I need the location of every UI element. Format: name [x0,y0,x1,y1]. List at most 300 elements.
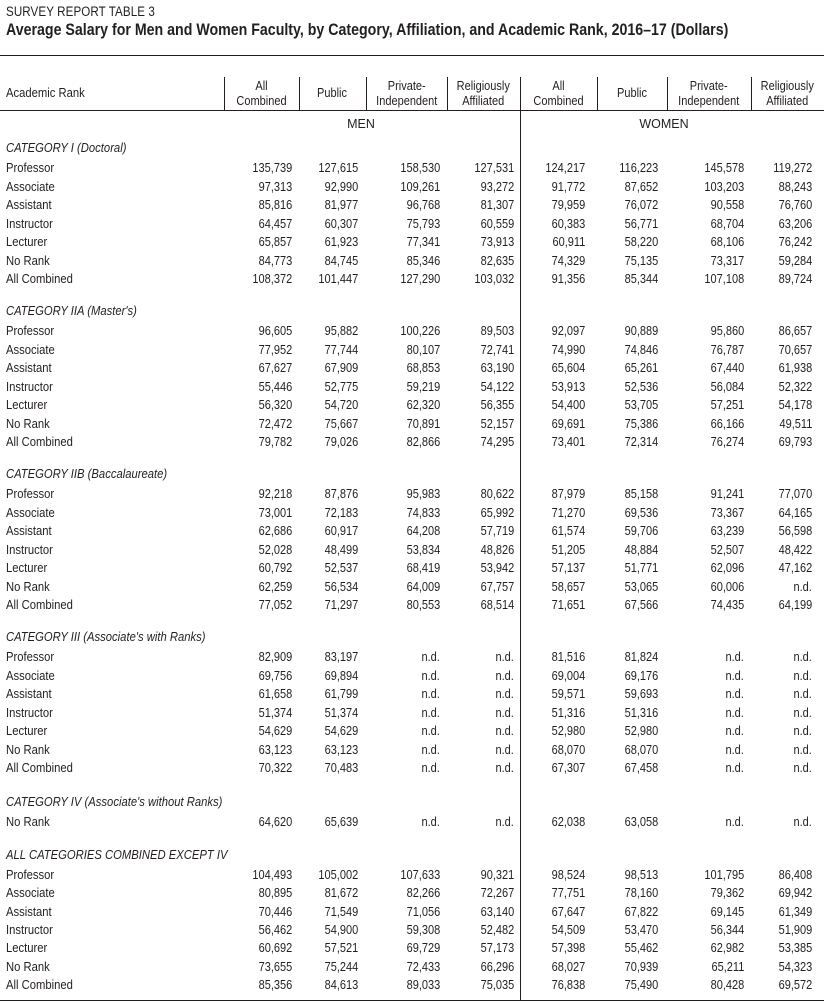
table-row [0,235,824,253]
salary-cell: 52,322 [778,379,812,394]
salary-cell: 59,693 [624,687,658,701]
salary-cell: 69,004 [551,668,585,683]
rank-label: Assistant [6,687,52,701]
salary-cell: 51,316 [551,705,585,720]
rank-label: All Combined [6,977,73,992]
salary-cell: 63,123 [258,742,292,757]
salary-cell: 109,261 [400,179,440,194]
rank-label: All Combined [6,761,73,775]
salary-cell: 73,913 [480,235,514,249]
salary-cell: 62,982 [710,941,744,956]
salary-cell: n.d. [495,815,514,829]
salary-cell: 55,446 [258,379,292,394]
salary-cell: 58,657 [551,579,585,594]
salary-cell: 80,895 [258,886,292,901]
salary-cell: 61,923 [324,235,358,249]
salary-cell: 145,578 [704,161,744,175]
table-row [0,761,824,779]
salary-cell: 88,243 [778,179,812,194]
rank-label: Professor [6,324,55,338]
top-rule [0,55,824,56]
salary-cell: n.d. [725,815,744,829]
table-kicker: SURVEY REPORT TABLE 3 [6,4,155,19]
salary-cell: 59,284 [778,253,812,268]
salary-cell: 67,627 [258,361,292,375]
table-row [0,598,824,616]
salary-cell: 54,900 [324,922,358,937]
salary-cell: 57,173 [480,941,514,956]
salary-cell: n.d. [421,687,440,701]
salary-cell: 72,433 [406,959,440,974]
salary-cell: 76,072 [624,198,658,212]
salary-cell: 69,793 [778,435,812,449]
salary-cell: 78,160 [624,886,658,901]
salary-cell: 124,217 [545,161,585,175]
rank-label: Assistant [6,904,52,919]
salary-cell: 80,553 [406,598,440,612]
salary-cell: 75,035 [480,977,514,992]
rank-label: No Rank [6,416,50,431]
rank-label: Professor [6,487,55,501]
salary-cell: 90,889 [624,324,658,338]
salary-cell: 76,760 [778,198,812,212]
women-group-label: WOMEN [639,117,689,131]
category-title: CATEGORY IIA (Master's) [6,304,137,318]
salary-cell: 68,106 [710,235,744,249]
table-row [0,254,824,272]
salary-cell: n.d. [421,742,440,757]
salary-cell: 68,514 [480,598,514,612]
salary-cell: 73,367 [710,505,744,520]
salary-cell: 77,341 [406,235,440,249]
salary-cell: 56,084 [710,379,744,394]
salary-cell: 90,558 [710,198,744,212]
salary-cell: 65,992 [480,505,514,520]
salary-cell: 56,771 [624,216,658,231]
salary-cell: n.d. [725,668,744,683]
salary-cell: n.d. [495,761,514,775]
salary-cell: 67,566 [624,598,658,612]
salary-cell: 53,913 [551,379,585,394]
table-row [0,687,824,705]
salary-cell: 69,145 [710,904,744,919]
salary-cell: 87,979 [551,487,585,501]
salary-cell: 82,635 [480,253,514,268]
column-header-men-4: Religiously Affiliated [456,78,511,108]
salary-cell: 74,846 [624,342,658,357]
salary-cell: 66,166 [710,416,744,431]
salary-cell: 51,316 [624,705,658,720]
rank-label: No Rank [6,742,50,757]
rank-label: Associate [6,342,55,357]
salary-cell: 60,911 [552,235,585,249]
salary-cell: 47,162 [778,561,812,575]
column-header-women-1: All Combined [533,78,584,108]
salary-cell: 81,516 [551,650,585,664]
salary-cell: n.d. [725,650,744,664]
salary-cell: 60,917 [324,524,358,538]
salary-cell: 86,408 [778,868,812,882]
salary-cell: 116,223 [619,161,658,175]
salary-cell: 52,536 [624,379,658,394]
salary-cell: 59,308 [406,922,440,937]
salary-cell: 56,320 [258,398,292,412]
table-row [0,724,824,742]
salary-cell: 61,574 [551,524,585,538]
salary-cell: 52,482 [480,922,514,937]
salary-cell: 70,322 [258,761,292,775]
salary-cell: 61,658 [258,687,292,701]
salary-cell: 60,307 [324,216,358,231]
salary-cell: 64,009 [406,579,440,594]
salary-cell: 85,816 [258,198,292,212]
salary-cell: n.d. [725,742,744,757]
men-group-label: MEN [347,117,375,131]
salary-cell: 69,691 [551,416,585,431]
table-row [0,580,824,598]
table-row [0,524,824,542]
salary-cell: 83,197 [324,650,358,664]
salary-cell: n.d. [793,650,812,664]
rank-label: Instructor [6,216,53,231]
salary-cell: 53,705 [624,398,658,412]
salary-cell: 85,344 [624,272,658,286]
salary-cell: 62,686 [258,524,292,538]
rank-label: Associate [6,668,55,683]
salary-cell: 72,183 [324,505,358,520]
salary-cell: 127,531 [474,161,514,175]
salary-cell: n.d. [725,705,744,720]
table-row [0,361,824,379]
salary-cell: 71,297 [324,598,358,612]
salary-cell: 53,942 [480,561,514,575]
rank-label: No Rank [6,579,50,594]
salary-cell: 92,097 [551,324,585,338]
salary-cell: 97,313 [258,179,292,194]
salary-cell: 54,509 [551,922,585,937]
rank-label: All Combined [6,435,73,449]
rank-label: Assistant [6,198,52,212]
salary-cell: 85,158 [624,487,658,501]
salary-cell: 61,938 [778,361,812,375]
salary-cell: 53,065 [624,579,658,594]
salary-cell: 54,400 [551,398,585,412]
salary-cell: 67,647 [551,904,585,919]
salary-cell: n.d. [421,724,440,738]
table-row [0,343,824,361]
salary-cell: 103,203 [704,179,744,194]
salary-cell: 56,344 [710,922,744,937]
rank-label: Professor [6,650,55,664]
salary-cell: 84,745 [324,253,358,268]
salary-cell: 54,629 [258,724,292,738]
salary-cell: 79,362 [710,886,744,901]
salary-cell: 69,536 [624,505,658,520]
salary-cell: 55,462 [624,941,658,956]
table-row [0,905,824,923]
salary-cell: 62,038 [551,815,585,829]
table-row [0,868,824,886]
salary-cell: 70,483 [324,761,358,775]
salary-cell: 104,493 [252,868,292,882]
salary-cell: 69,729 [406,941,440,956]
salary-cell: 82,866 [406,435,440,449]
salary-cell: 60,692 [258,941,292,956]
header-divider [751,77,752,110]
header-rule [0,110,824,111]
salary-cell: 87,652 [624,179,658,194]
salary-cell: 71,651 [551,598,585,612]
salary-cell: 65,604 [551,361,585,375]
salary-cell: n.d. [495,687,514,701]
salary-cell: 52,028 [258,542,292,557]
salary-cell: 74,295 [480,435,514,449]
salary-cell: 67,822 [624,904,658,919]
salary-cell: 81,824 [624,650,658,664]
salary-cell: 79,782 [258,435,292,449]
rank-label: Professor [6,161,55,175]
salary-cell: 72,741 [480,342,514,357]
salary-cell: 64,457 [258,216,292,231]
category-title: CATEGORY III (Associate's with Ranks) [6,630,206,644]
salary-cell: 77,952 [258,342,292,357]
salary-cell: n.d. [725,687,744,701]
rank-label: Associate [6,179,55,194]
salary-cell: 74,435 [710,598,744,612]
salary-cell: n.d. [793,579,812,594]
table-row [0,324,824,342]
salary-cell: 65,857 [258,235,292,249]
salary-cell: 135,739 [252,161,292,175]
salary-cell: 68,704 [710,216,744,231]
rank-label: No Rank [6,815,50,829]
table-title: Average Salary for Men and Women Faculty, by Category, Affiliation, and Academic Rank, 2016–17 (Dollars) [6,21,729,39]
salary-cell: 73,655 [258,959,292,974]
salary-cell: 95,983 [406,487,440,501]
salary-cell: 91,772 [551,179,585,194]
rank-label: Lecturer [6,398,48,412]
salary-cell: 74,329 [551,253,585,268]
salary-cell: 108,372 [252,272,292,286]
salary-cell: 52,157 [480,416,514,431]
salary-cell: n.d. [793,705,812,720]
salary-cell: 80,107 [406,342,440,357]
salary-cell: 107,633 [400,868,440,882]
salary-cell: 65,211 [711,959,744,974]
salary-cell: n.d. [793,815,812,829]
salary-cell: 91,241 [710,487,744,501]
salary-cell: n.d. [793,687,812,701]
table-row [0,161,824,179]
salary-cell: 52,507 [710,542,744,557]
salary-cell: 93,272 [480,179,514,194]
salary-cell: 48,826 [480,542,514,557]
category-title: CATEGORY IIB (Baccalaureate) [6,467,168,481]
salary-cell: 75,490 [624,977,658,992]
salary-cell: 119,272 [773,161,812,175]
salary-cell: 58,220 [624,235,658,249]
salary-cell: 67,307 [551,761,585,775]
salary-cell: 53,385 [778,941,812,956]
table-row [0,561,824,579]
salary-cell: 75,135 [624,253,658,268]
header-divider [447,77,448,110]
salary-cell: 87,876 [324,487,358,501]
salary-cell: 51,374 [324,705,358,720]
salary-cell: 96,768 [406,198,440,212]
rank-label: Assistant [6,361,52,375]
category-title: CATEGORY IV (Associate's without Ranks) [6,795,223,809]
salary-cell: 70,891 [406,416,440,431]
salary-cell: n.d. [421,650,440,664]
rank-label: Instructor [6,922,53,937]
salary-cell: 59,706 [624,524,658,538]
salary-cell: 71,056 [406,904,440,919]
salary-cell: 74,833 [406,505,440,520]
salary-cell: 81,977 [324,198,358,212]
salary-cell: 64,199 [778,598,812,612]
salary-cell: 75,244 [324,959,358,974]
salary-cell: 80,622 [480,487,514,501]
column-header-men-3: Private- Independent [375,78,438,108]
salary-cell: 57,137 [551,561,585,575]
rank-label: Lecturer [6,724,48,738]
salary-cell: 63,239 [710,524,744,538]
salary-cell: 68,419 [406,561,440,575]
salary-cell: 53,834 [406,542,440,557]
salary-cell: 127,615 [318,161,358,175]
salary-cell: 72,472 [258,416,292,431]
bottom-rule [0,1000,824,1001]
table-row [0,506,824,524]
salary-cell: 127,290 [400,272,440,286]
salary-cell: 69,756 [258,668,292,683]
table-row [0,198,824,216]
salary-cell: 77,052 [258,598,292,612]
salary-cell: 68,027 [551,959,585,974]
salary-cell: 69,894 [324,668,358,683]
salary-cell: 75,667 [324,416,358,431]
salary-cell: 59,571 [551,687,585,701]
salary-cell: 69,942 [778,886,812,901]
rank-label: Instructor [6,379,53,394]
salary-cell: 85,356 [258,977,292,992]
rank-label: Professor [6,868,55,882]
salary-cell: 91,356 [551,272,585,286]
salary-cell: 48,499 [324,542,358,557]
salary-cell: 101,795 [704,868,744,882]
salary-cell: 54,178 [778,398,812,412]
salary-cell: 52,537 [324,561,358,575]
salary-cell: 70,446 [258,904,292,919]
salary-cell: 53,470 [624,922,658,937]
salary-cell: 95,882 [324,324,358,338]
column-header-men-1: All Combined [236,78,287,108]
salary-cell: 68,070 [551,742,585,757]
salary-cell: 100,226 [400,324,440,338]
salary-cell: 79,026 [324,435,358,449]
category-title: ALL CATEGORIES COMBINED EXCEPT IV [6,848,228,862]
salary-cell: 69,572 [778,977,812,992]
salary-cell: 92,990 [324,179,358,194]
salary-cell: 64,165 [778,505,812,520]
salary-cell: n.d. [495,668,514,683]
salary-cell: 69,176 [624,668,658,683]
table-row [0,272,824,290]
table-row [0,815,824,833]
salary-cell: n.d. [421,815,440,829]
salary-cell: 73,401 [551,435,585,449]
salary-cell: 76,274 [710,435,744,449]
salary-cell: 48,422 [778,542,812,557]
salary-cell: 67,757 [480,579,514,594]
salary-cell: n.d. [495,724,514,738]
table-row [0,743,824,761]
salary-cell: 76,242 [778,235,812,249]
rank-label: Associate [6,886,55,901]
salary-cell: 66,296 [480,959,514,974]
salary-cell: 75,793 [406,216,440,231]
column-header-women-3: Private- Independent [678,78,740,108]
salary-cell: 82,266 [406,886,440,901]
table-row [0,960,824,978]
salary-cell: n.d. [495,705,514,720]
salary-cell: 51,909 [778,922,812,937]
salary-cell: 60,006 [710,579,744,594]
salary-cell: n.d. [793,742,812,757]
salary-cell: 64,208 [406,524,440,538]
rank-label: Lecturer [6,561,48,575]
table-row [0,180,824,198]
salary-cell: 85,346 [406,253,440,268]
salary-cell: 49,511 [779,416,812,431]
salary-cell: 73,001 [258,505,292,520]
salary-cell: 61,799 [324,687,358,701]
salary-cell: 73,317 [710,253,744,268]
salary-cell: 81,672 [324,886,358,901]
salary-cell: 59,219 [406,379,440,394]
table-row [0,923,824,941]
salary-cell: 72,267 [480,886,514,901]
rank-label: Assistant [6,524,52,538]
salary-cell: 89,033 [406,977,440,992]
salary-cell: 86,657 [778,324,812,338]
table-row [0,886,824,904]
salary-cell: 64,620 [258,815,292,829]
salary-cell: 56,598 [778,524,812,538]
salary-cell: 95,860 [710,324,744,338]
salary-cell: 51,205 [551,542,585,557]
salary-cell: 70,939 [624,959,658,974]
salary-cell: 90,321 [480,868,514,882]
rank-label: Associate [6,505,55,520]
salary-cell: 98,513 [624,868,658,882]
salary-cell: 70,657 [778,342,812,357]
table-row [0,398,824,416]
rank-label: Lecturer [6,235,48,249]
salary-cell: 52,775 [324,379,358,394]
salary-cell: 51,771 [624,561,658,575]
rank-label: Lecturer [6,941,48,956]
header-divider [597,77,598,110]
salary-cell: 63,058 [624,815,658,829]
salary-cell: 63,123 [324,742,358,757]
salary-cell: 63,140 [480,904,514,919]
salary-cell: n.d. [793,668,812,683]
rank-label: Instructor [6,705,53,720]
salary-cell: 84,773 [258,253,292,268]
table-row [0,669,824,687]
